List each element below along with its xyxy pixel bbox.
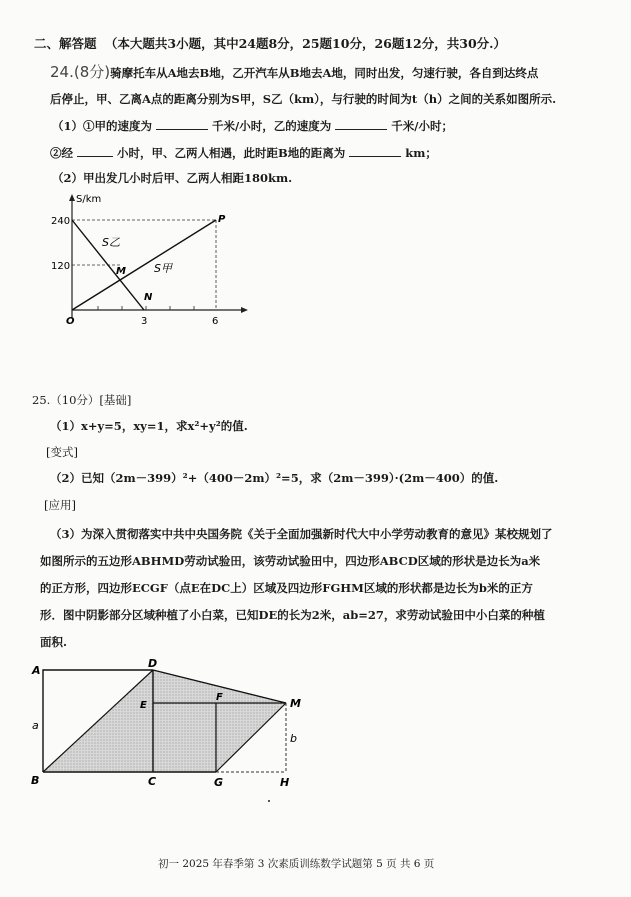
- q24-p1-suffix: 千米/小时；: [391, 119, 453, 133]
- q24-p1-mid: 千米/小时，乙的速度为: [212, 119, 332, 133]
- q24-score: (8分): [73, 63, 111, 81]
- q24-part1b: [50, 145, 437, 161]
- label-side-a: a: [32, 719, 39, 732]
- scan-speck: [268, 800, 270, 802]
- answer-blank[interactable]: [335, 119, 387, 130]
- q24-p1-prefix: （1）①甲的速度为: [52, 119, 153, 133]
- q24-p2-prefix: ②经: [50, 146, 73, 160]
- section-title: 二、解答题: [34, 36, 97, 51]
- answer-blank[interactable]: [349, 146, 401, 157]
- tick-label-120: 120: [51, 261, 71, 272]
- point-n-label: N: [144, 292, 153, 303]
- q24-line2: 后停止，甲、乙离A点的距离分别为S甲，S乙（km），与行驶的时间为t（h）之间的关系如图所示.: [50, 92, 557, 106]
- label-a-point: A: [32, 664, 41, 677]
- point-m-label: M: [116, 266, 126, 277]
- q24-text1: 骑摩托车从A地去B地，乙开汽车从B地去A地，同时出发，匀速行驶，各自到达终点: [110, 66, 539, 80]
- q25-part3-line5: 面积.: [40, 635, 68, 649]
- q25-part3-line1: （3）为深入贯彻落实中共中央国务院《关于全面加强新时代大中小学劳动教育的意见》某校规划了: [50, 527, 553, 541]
- section-note: （本大题共3小题，其中24题8分，25题10分，26题12分，共30分.）: [104, 36, 506, 51]
- page-footer: 初一 2025 年春季第 3 次素质训练数学试题第 5 页 共 6 页: [158, 858, 435, 870]
- label-g-point: G: [214, 776, 224, 789]
- section-heading: [34, 34, 506, 52]
- tick-label-3: 3: [141, 316, 148, 327]
- origin-label: O: [66, 316, 75, 327]
- label-e-point: E: [140, 700, 147, 711]
- q25-part3-line4: 形．图中阴影部分区域种植了小白菜，已知DE的长为2米，ab=27，求劳动试验田中小白菜的种植: [40, 608, 545, 622]
- answer-blank[interactable]: [77, 146, 113, 157]
- label-h-point: H: [280, 776, 290, 789]
- label-b-point: B: [31, 774, 40, 787]
- y-axis-label: S/km: [76, 194, 102, 205]
- pentagon-figure: [28, 655, 318, 795]
- label-side-b: b: [290, 732, 297, 745]
- tick-label-6: 6: [212, 316, 219, 327]
- q24-part1: [52, 118, 453, 134]
- label-m-point: M: [290, 697, 301, 710]
- label-f-point: F: [216, 692, 223, 703]
- s-jia-label: S甲: [154, 262, 172, 275]
- s-yi-label: S乙: [102, 236, 120, 249]
- q25-apply-tag: [应用]: [44, 498, 76, 512]
- q24-p2-mid: 小时，甲、乙两人相遇，此时距B地的距离为: [117, 146, 346, 160]
- q25-part3-line2: 如图所示的五边形ABHMD劳动试验田，该劳动试验田中，四边形ABCD区域的形状是边长为a米: [40, 554, 541, 568]
- label-c-point: C: [148, 775, 157, 788]
- q25-part3-line3: 的正方形，四边形ECGF（点E在DC上）区域及四边形FGHM区域的形状都是边长为b米的正方: [40, 581, 533, 595]
- label-d-point: D: [148, 657, 158, 670]
- q25-title: 25.（10分）[基础]: [32, 393, 132, 407]
- q24-p2-suffix: km；: [405, 146, 437, 160]
- q24-part2: （2）甲出发几小时后甲、乙两人相距180km.: [52, 171, 293, 185]
- q25-variant-tag: [变式]: [46, 445, 78, 459]
- q25-part2: （2）已知（2m－399）²+（400－2m）²=5，求（2m－399）·(2m－400）的值.: [50, 471, 499, 485]
- distance-time-graph: [40, 190, 250, 330]
- point-p-label: P: [218, 214, 226, 225]
- q24-number: 24.: [50, 63, 74, 81]
- q25-part1: （1）x+y=5，xy=1，求x²+y²的值.: [50, 419, 248, 433]
- y-axis-arrow: [69, 194, 75, 201]
- answer-blank[interactable]: [156, 119, 208, 130]
- q24-line1: [50, 61, 538, 82]
- tick-label-240: 240: [51, 216, 71, 227]
- x-axis-arrow: [241, 307, 248, 313]
